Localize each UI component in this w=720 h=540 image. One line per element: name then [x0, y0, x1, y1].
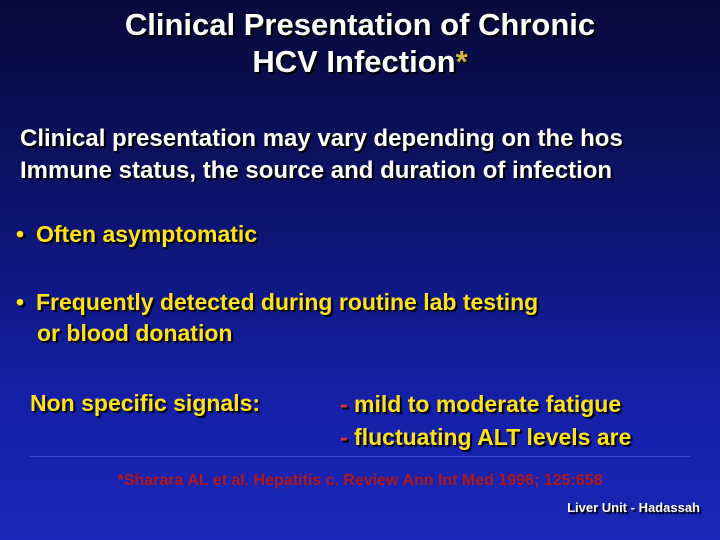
signal-text: fluctuating ALT levels are: [347, 424, 632, 450]
slide-title: [0, 6, 720, 80]
intro-line2: Immune status, the source and duration of infection: [20, 157, 613, 184]
signal-dash: -: [340, 391, 348, 417]
bullet-item-lab-testing: [16, 287, 538, 317]
slide-title-line2-text: HCV Infection: [252, 44, 456, 79]
signals-list: [340, 388, 631, 454]
signal-dash: -: [340, 424, 348, 450]
bullet-marker: •: [16, 221, 25, 247]
bullet-text-line1: Frequently detected during routine lab testing: [36, 289, 539, 315]
divider-line: [30, 456, 690, 457]
slide-title-line1: Clinical Presentation of Chronic: [124, 7, 596, 42]
signals-label: Non specific signals:: [30, 390, 261, 416]
signal-item-alt: [340, 421, 631, 454]
reference-citation: *Sharara AL et al. Hepatitis c. Review Ann Int Med 1996; 125:658: [117, 472, 603, 489]
signal-text: mild to moderate fatigue: [347, 391, 622, 417]
signal-item-fatigue: [340, 388, 631, 421]
title-asterisk: *: [455, 44, 468, 79]
slide-title-line2: [0, 43, 720, 80]
footer-credit: Liver Unit - Hadassah: [567, 500, 700, 515]
intro-line1: Clinical presentation may vary depending on the hos: [20, 125, 623, 152]
intro-text: [20, 123, 623, 187]
bullet-item-asymptomatic: [16, 219, 257, 249]
bullet-text-line2: or blood donation: [37, 320, 233, 346]
bullet-text: Often asymptomatic: [36, 221, 258, 247]
bullet-marker: •: [16, 289, 25, 315]
